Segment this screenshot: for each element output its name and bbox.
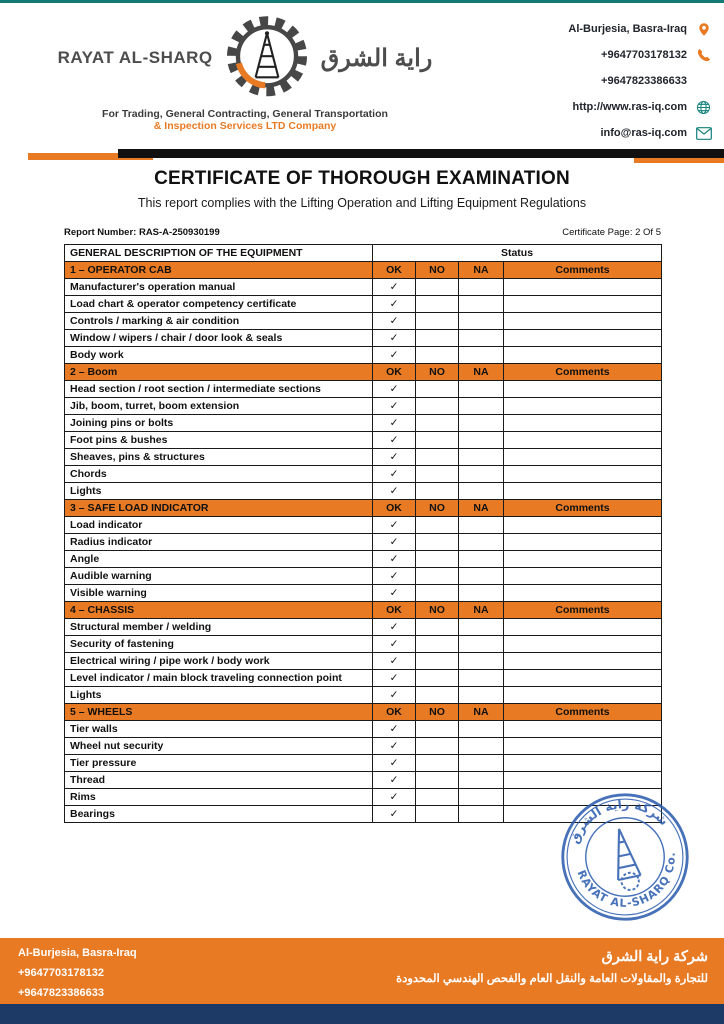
status-cell-comments [504,755,662,772]
status-cell-comments [504,398,662,415]
status-cell-comments [504,330,662,347]
status-cell-na [459,534,504,551]
contact-list [502,16,712,146]
column-header-no: NO [416,364,459,381]
table-row [65,483,662,500]
table-row [65,670,662,687]
check-mark: ✓ [373,687,416,704]
column-header-comments: Comments [504,704,662,721]
status-cell-no [416,772,459,789]
check-mark: ✓ [373,585,416,602]
company-tagline-line1: For Trading, General Contracting, General Transportation [102,108,388,120]
company-stamp [558,790,692,924]
status-cell-na [459,721,504,738]
column-header-no: NO [416,704,459,721]
item-label: Tier pressure [65,755,373,772]
column-header-ok: OK [373,500,416,517]
status-cell-na [459,806,504,823]
report-number [64,227,220,238]
item-label: Body work [65,347,373,364]
check-mark: ✓ [373,806,416,823]
footer-phone-2: +9647823386633 [18,987,104,999]
location-pin-icon [695,22,712,37]
item-label: Window / wipers / chair / door look & seals [65,330,373,347]
status-cell-comments [504,313,662,330]
status-cell-no [416,279,459,296]
check-mark: ✓ [373,619,416,636]
status-cell-no [416,415,459,432]
table-row [65,415,662,432]
status-cell-na [459,296,504,313]
item-label: Bearings [65,806,373,823]
check-mark: ✓ [373,330,416,347]
status-cell-comments [504,551,662,568]
status-cell-no [416,330,459,347]
status-cell-no [416,313,459,330]
table-row [65,432,662,449]
item-label: Sheaves, pins & structures [65,449,373,466]
certificate-subtitle: This report complies with the Lifting Operation and Lifting Equipment Regulations [137,196,587,210]
status-cell-na [459,687,504,704]
item-label: Controls / marking & air condition [65,313,373,330]
check-mark: ✓ [373,432,416,449]
column-header-comments: Comments [504,602,662,619]
bottom-navy-bar [0,1004,724,1024]
status-cell-no [416,687,459,704]
contact-row [502,68,712,94]
certificate-page-number: Certificate Page: 2 Of 5 [562,227,661,238]
footer-contact-block [0,938,137,1004]
section-header-row [65,500,662,517]
section-header-row [65,364,662,381]
table-row [65,296,662,313]
phone-icon [695,48,712,63]
item-label: Load chart & operator competency certificate [65,296,373,313]
status-cell-comments [504,772,662,789]
status-cell-comments [504,347,662,364]
status-cell-na [459,483,504,500]
company-logo-block [26,12,464,132]
table-row [65,653,662,670]
check-mark: ✓ [373,789,416,806]
table-row [65,687,662,704]
stamp-derrick-icon [608,827,641,880]
status-cell-comments [504,415,662,432]
status-cell-na [459,313,504,330]
status-cell-na [459,398,504,415]
status-cell-na [459,653,504,670]
report-number-value: RAS-A-250930199 [138,227,220,238]
column-header-na: NA [459,364,504,381]
status-cell-comments [504,721,662,738]
check-mark: ✓ [373,347,416,364]
contact-row [502,94,712,120]
item-label: Radius indicator [65,534,373,551]
top-accent-line [0,0,724,3]
company-tagline-line2: & Inspection Services LTD Company [153,120,337,132]
table-row [65,534,662,551]
meta-row [64,227,661,238]
item-label: Lights [65,687,373,704]
item-label: Load indicator [65,517,373,534]
status-cell-no [416,347,459,364]
column-header-na: NA [459,500,504,517]
table-row [65,466,662,483]
status-cell-na [459,585,504,602]
status-cell-comments [504,432,662,449]
status-cell-comments [504,738,662,755]
check-mark: ✓ [373,398,416,415]
table-row [65,738,662,755]
item-label: Head section / root section / intermediate sections [65,381,373,398]
status-cell-na [459,670,504,687]
table-row [65,772,662,789]
item-label: Structural member / welding [65,619,373,636]
status-cell-no [416,483,459,500]
status-cell-comments [504,466,662,483]
section-title: 2 – Boom [65,364,373,381]
section-title: 4 – CHASSIS [65,602,373,619]
column-header-no: NO [416,602,459,619]
status-cell-no [416,449,459,466]
check-mark: ✓ [373,534,416,551]
column-header-comments: Comments [504,262,662,279]
table-row [65,551,662,568]
section-title: 1 – OPERATOR CAB [65,262,373,279]
status-cell-na [459,415,504,432]
contact-row [502,16,712,42]
status-cell-na [459,738,504,755]
status-cell-comments [504,449,662,466]
check-mark: ✓ [373,517,416,534]
certificate-title: CERTIFICATE OF THOROUGH EXAMINATION [154,168,570,189]
item-label: Tier walls [65,721,373,738]
divider-black-bar [118,149,724,158]
status-cell-comments [504,296,662,313]
table-row [65,347,662,364]
table-row [65,381,662,398]
item-label: Angle [65,551,373,568]
status-cell-no [416,381,459,398]
contact-text: Al-Burjesia, Basra-Iraq [568,23,687,35]
check-mark: ✓ [373,772,416,789]
status-cell-no [416,585,459,602]
section-header-row [65,262,662,279]
status-cell-comments [504,670,662,687]
status-cell-no [416,755,459,772]
column-header-na: NA [459,602,504,619]
status-cell-no [416,568,459,585]
item-label: Visible warning [65,585,373,602]
item-label: Thread [65,772,373,789]
table-row [65,313,662,330]
status-cell-na [459,551,504,568]
column-header-ok: OK [373,602,416,619]
item-label: Audible warning [65,568,373,585]
footer [0,938,724,1004]
status-cell-comments [504,381,662,398]
company-logo-icon [223,12,311,104]
table-row [65,755,662,772]
status-cell-no [416,466,459,483]
section-header-row [65,602,662,619]
status-cell-no [416,534,459,551]
stamp-text-english: RAYAT AL-SHARQ Co. [574,851,678,910]
status-cell-comments [504,483,662,500]
status-cell-no [416,517,459,534]
status-cell-na [459,466,504,483]
table-row [65,721,662,738]
description-header: GENERAL DESCRIPTION OF THE EQUIPMENT [65,245,373,262]
item-label: Lights [65,483,373,500]
item-label: Jib, boom, turret, boom extension [65,398,373,415]
status-cell-na [459,789,504,806]
status-cell-comments [504,687,662,704]
status-cell-no [416,636,459,653]
status-cell-comments [504,636,662,653]
table-row [65,279,662,296]
status-cell-na [459,381,504,398]
column-header-na: NA [459,262,504,279]
status-cell-no [416,806,459,823]
report-number-label: Report Number: [64,227,137,238]
status-cell-no [416,619,459,636]
column-header-ok: OK [373,704,416,721]
item-label: Rims [65,789,373,806]
column-header-no: NO [416,262,459,279]
status-cell-na [459,347,504,364]
footer-arabic-description: للتجارة والمقاولات العامة والنقل العام والفحص الهندسي المحدودة [396,973,708,985]
status-cell-na [459,432,504,449]
status-cell-na [459,772,504,789]
item-label: Wheel nut security [65,738,373,755]
check-mark: ✓ [373,551,416,568]
column-header-comments: Comments [504,500,662,517]
check-mark: ✓ [373,670,416,687]
contact-text: +9647823386633 [601,75,687,87]
table-row [65,449,662,466]
table-row [65,585,662,602]
equipment-table [64,244,662,823]
check-mark: ✓ [373,381,416,398]
contact-row [502,120,712,146]
check-mark: ✓ [373,738,416,755]
item-label: Chords [65,466,373,483]
check-mark: ✓ [373,449,416,466]
table-row [65,517,662,534]
status-cell-comments [504,585,662,602]
status-cell-no [416,721,459,738]
check-mark: ✓ [373,415,416,432]
footer-arabic-company: شركة راية الشرق [601,949,708,965]
status-cell-no [416,738,459,755]
status-cell-comments [504,534,662,551]
item-label: Electrical wiring / pipe work / body work [65,653,373,670]
status-cell-no [416,432,459,449]
table-row [65,568,662,585]
check-mark: ✓ [373,568,416,585]
divider-orange-right [634,158,724,163]
status-cell-na [459,619,504,636]
column-header-no: NO [416,500,459,517]
check-mark: ✓ [373,296,416,313]
item-label: Security of fastening [65,636,373,653]
status-cell-comments [504,653,662,670]
status-cell-na [459,568,504,585]
check-mark: ✓ [373,483,416,500]
check-mark: ✓ [373,721,416,738]
status-cell-no [416,670,459,687]
header-divider [0,146,724,164]
section-header-row [65,704,662,721]
footer-arabic-block [396,938,724,1004]
table-row [65,398,662,415]
contact-text: http://www.ras-iq.com [572,101,687,113]
check-mark: ✓ [373,466,416,483]
column-header-comments: Comments [504,364,662,381]
status-cell-na [459,517,504,534]
email-icon [695,127,712,140]
table-row [65,330,662,347]
status-cell-no [416,296,459,313]
check-mark: ✓ [373,653,416,670]
status-cell-comments [504,619,662,636]
table-row [65,619,662,636]
status-cell-na [459,755,504,772]
item-label: Joining pins or bolts [65,415,373,432]
globe-icon [695,100,712,115]
status-cell-no [416,551,459,568]
check-mark: ✓ [373,279,416,296]
column-header-ok: OK [373,364,416,381]
item-label: Foot pins & bushes [65,432,373,449]
contact-row [502,42,712,68]
item-label: Level indicator / main block traveling connection point [65,670,373,687]
contact-text: info@ras-iq.com [600,127,687,139]
status-cell-comments [504,517,662,534]
table-row [65,636,662,653]
column-header-ok: OK [373,262,416,279]
section-title: 5 – WHEELS [65,704,373,721]
status-cell-comments [504,568,662,585]
section-title: 3 – SAFE LOAD INDICATOR [65,500,373,517]
footer-phone-1: +9647703178132 [18,967,104,979]
status-cell-comments [504,279,662,296]
status-cell-no [416,398,459,415]
check-mark: ✓ [373,636,416,653]
check-mark: ✓ [373,313,416,330]
column-header-na: NA [459,704,504,721]
stamp-text-arabic: شركة راية الشرق [566,796,672,846]
status-header: Status [373,245,662,262]
check-mark: ✓ [373,755,416,772]
status-cell-na [459,330,504,347]
item-label: Manufacturer's operation manual [65,279,373,296]
company-name-english: RAYAT AL-SHARQ [57,48,213,67]
status-cell-na [459,449,504,466]
status-cell-na [459,636,504,653]
contact-text: +9647703178132 [601,49,687,61]
company-name-arabic: راية الشرق [320,44,433,72]
table-header-row [65,245,662,262]
status-cell-na [459,279,504,296]
footer-address: Al-Burjesia, Basra-Iraq [18,947,137,959]
status-cell-no [416,653,459,670]
status-cell-no [416,789,459,806]
